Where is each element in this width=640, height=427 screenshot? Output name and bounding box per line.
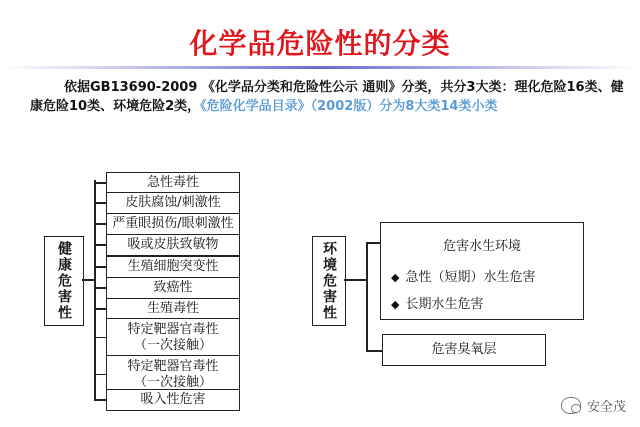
health-connector-v <box>94 180 96 400</box>
health-item-connector <box>94 223 106 225</box>
health-item <box>106 318 240 357</box>
health-item-text: 急性毒性 <box>146 175 199 190</box>
health-connector-h <box>82 279 94 281</box>
health-item <box>106 192 240 214</box>
health-item <box>106 298 240 320</box>
health-item-text: 致癌性 <box>153 280 193 295</box>
health-item-text: （一次接触） <box>133 337 212 353</box>
diamond-bullet-icon: ◆ <box>391 271 400 284</box>
health-item-connector <box>94 244 106 246</box>
health-item-connector <box>94 287 106 289</box>
health-item <box>106 256 240 278</box>
aquatic-hazard-box <box>380 222 584 320</box>
env-connector-bottom <box>366 350 382 352</box>
intro-text-part2: 《危险化学品目录》（2002版）分为8大类14类小类 <box>200 99 498 114</box>
health-item <box>106 213 240 235</box>
env-connector-v <box>366 242 368 350</box>
diamond-bullet-icon: ◆ <box>391 298 400 311</box>
health-item <box>106 234 240 256</box>
health-item-text: 特定靶器官毒性 <box>127 358 219 374</box>
environment-hazard-label: 环境危害性 <box>312 236 346 326</box>
health-item-text: 皮肤腐蚀/刺激性 <box>125 195 221 210</box>
slide-title: 化学品危险性的分类 <box>189 27 451 60</box>
health-item-text: （一次接触） <box>133 374 212 390</box>
health-item-connector <box>94 182 106 184</box>
health-item-text: 吸入性危害 <box>140 392 206 407</box>
aquatic-bullet-acute: ◆ 急性（短期）水生危害 <box>391 270 536 285</box>
health-item-text: 吸或皮肤致敏物 <box>127 237 219 252</box>
watermark-text: 安全茂 <box>586 400 626 415</box>
health-item-text: 生殖毒性 <box>146 301 199 316</box>
aquatic-hazard-header: 危害水生环境 <box>442 239 521 254</box>
health-item-connector <box>94 202 106 204</box>
wechat-icon <box>561 397 581 414</box>
ozone-hazard-box: 危害臭氧层 <box>382 334 546 366</box>
health-item <box>106 277 240 299</box>
health-item-text: 特定靶器官毒性 <box>127 321 219 337</box>
health-item <box>106 172 240 194</box>
watermark <box>561 396 626 415</box>
health-item-connector <box>94 266 106 268</box>
health-item-connector <box>94 399 106 401</box>
health-item-connector <box>94 337 106 339</box>
health-item-connector <box>94 374 106 376</box>
intro-text-part1: 依据GB13690-2009 《化学品分类和危险性公示 通则》分类，共分3大类：理化危险16类、健康危险10类、环境危险2类， <box>30 80 624 114</box>
health-item-text: 严重眼损伤/眼刺激性 <box>112 216 234 231</box>
aquatic-bullet-chronic: ◆ 长期水生危害 <box>391 297 484 312</box>
health-item-text: 生殖细胞突变性 <box>127 259 219 274</box>
health-hazard-label: 健康危害性 <box>44 236 84 326</box>
health-item-connector <box>94 308 106 310</box>
env-connector-h <box>344 279 366 281</box>
env-connector-top <box>366 242 380 244</box>
health-item <box>106 389 240 411</box>
